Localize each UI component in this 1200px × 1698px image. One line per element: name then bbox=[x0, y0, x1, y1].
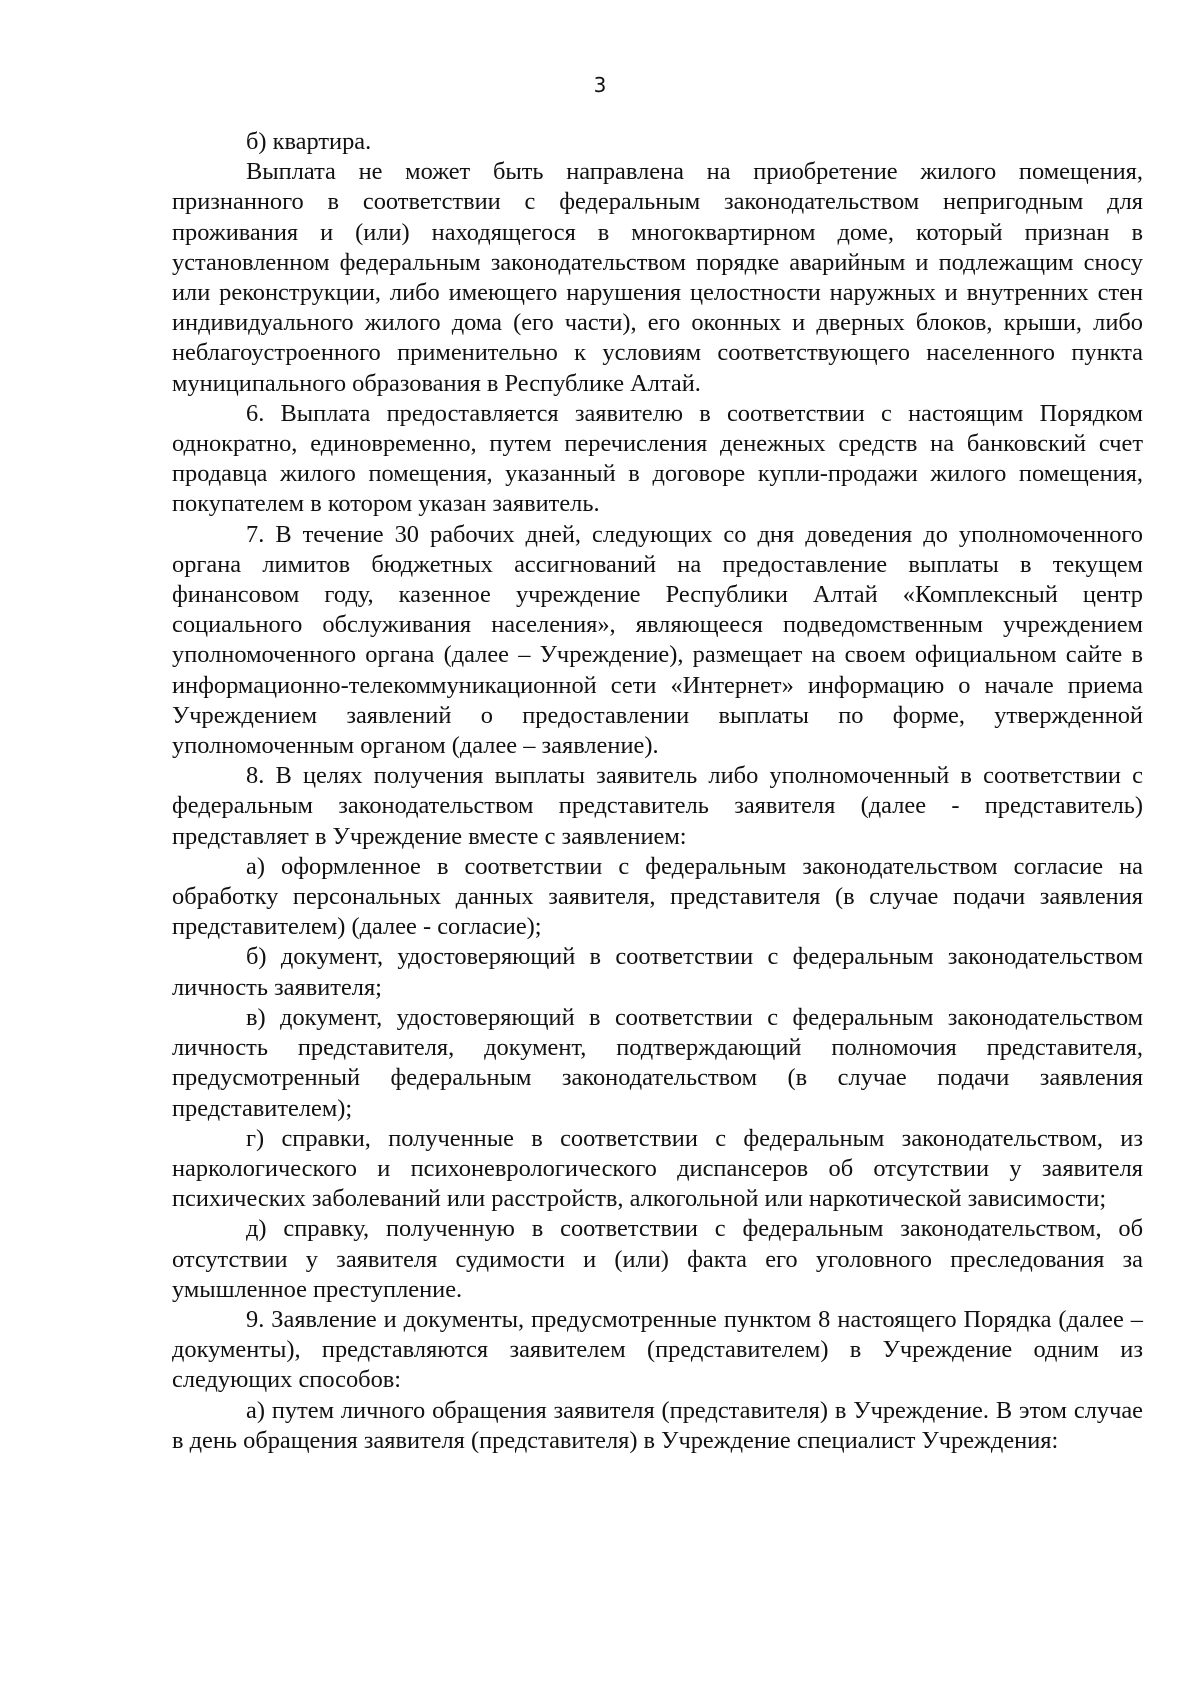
paragraph-6: 6. Выплата предоставляется заявителю в соответствии с настоящим Порядком однократно, единовременно, путем перечисления денежных средств на банковский счет продавца жилого помещения, указанный в договоре купли-продажи жилого помещения, покупателем в котором указан заявитель. bbox=[172, 399, 1143, 518]
document-body bbox=[172, 127, 1143, 1456]
paragraph-9: 9. Заявление и документы, предусмотренные пунктом 8 настоящего Порядка (далее –документы), представляются заявителем (представителем) в Учреждение одним из следующих способов: bbox=[172, 1305, 1143, 1394]
page-number: 3 bbox=[593, 73, 607, 97]
paragraph-payment-restriction: Выплата не может быть направлена на приобретение жилого помещения, признанного в соответствии с федеральным законодательством непригодным для проживания и (или) находящегося в многоквартирном доме, который признан в установленном федеральным законодательством порядке аварийным и подлежащим сносу или реконструкции, либо имеющего нарушения целостности наружных и внутренних стен индивидуального жилого дома (его части), его оконных и дверных блоков, крыши, либо неблагоустроенного применительно к условиям соответствующего населенного пункта муниципального образования в Республике Алтай. bbox=[172, 158, 1143, 397]
paragraph-8-g: г) справки, полученные в соответствии с федеральным законодательством, из наркологического и психоневрологического диспансеров об отсутствии у заявителя психических заболеваний или расстройств, алкогольной или наркотической зависимости; bbox=[172, 1124, 1143, 1213]
paragraph-8-a: а) оформленное в соответствии с федеральным законодательством согласие на обработку персональных данных заявителя, представителя (в случае подачи заявления представителем) (далее - согласие); bbox=[172, 852, 1143, 941]
paragraph-8-d: д) справку, полученную в соответствии с федеральным законодательством, об отсутствии у заявителя судимости и (или) факта его уголовного преследования за умышленное преступление. bbox=[172, 1215, 1143, 1303]
paragraph-8-v: в) документ, удостоверяющий в соответствии с федеральным законодательством личность представителя, документ, подтверждающий полномочия представителя, предусмотренный федеральным законодательством (в случае подачи заявления представителем); bbox=[172, 1003, 1143, 1122]
paragraph-7: 7. В течение 30 рабочих дней, следующих со дня доведения до уполномоченного органа лимитов бюджетных ассигнований на предоставление выплаты в текущем финансовом году, казенное учреждение Республики Алтай «Комплексный центр социального обслуживания населения», являющееся подведомственным учреждением уполномоченного органа (далее – Учреждение), размещает на своем официальном сайте в информационно-телекоммуникационной сети «Интернет» информацию о начале приема Учреждением заявлений о предоставлении выплаты по форме, утвержденной уполномоченным органом (далее – заявление). bbox=[172, 520, 1143, 760]
paragraph-item-b-apartment: б) квартира. bbox=[246, 128, 372, 155]
paragraph-8-b: б) документ, удостоверяющий в соответствии с федеральным законодательством личность заявителя; bbox=[172, 943, 1143, 1001]
paragraph-8: 8. В целях получения выплаты заявитель либо уполномоченный в соответствии с федеральным законодательством представитель заявителя (далее - представитель) представляет в Учреждение вместе с заявлением: bbox=[172, 762, 1143, 850]
paragraph-9-a: а) путем личного обращения заявителя (представителя) в Учреждение. В этом случае в день обращения заявителя (представителя) в Учреждение специалист Учреждения: bbox=[172, 1396, 1143, 1454]
